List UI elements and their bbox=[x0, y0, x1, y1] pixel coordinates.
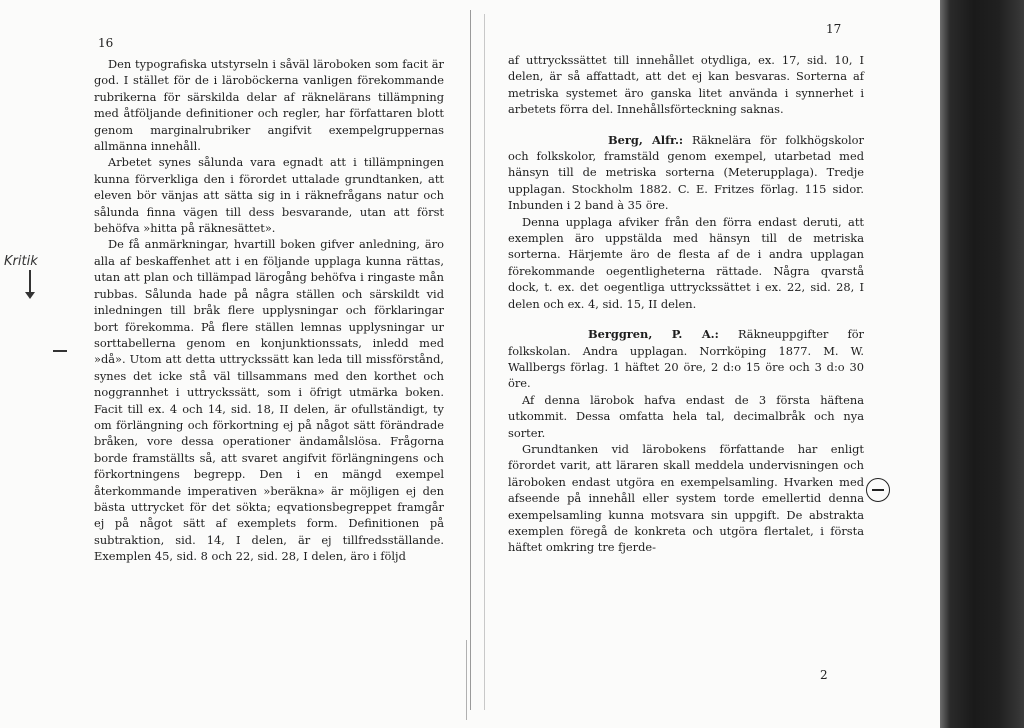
margin-dash-mark bbox=[53, 350, 67, 352]
entry-berg-title: Räknelära för folkhögskolor och folkskolor, framstäld genom exempel, utarbetad med hänsyn till de metriska sorterna (Meterupplaga). Tredje upplagan. Stockholm 1882. C. E. Fritzes förlag. 115 sidor. Inbunden i 2 band à 35 öre. bbox=[508, 132, 864, 213]
entry-berg bbox=[508, 132, 864, 312]
left-paragraph-3: De få anmärkningar, hvartill boken gifver anledning, äro alla af beskaffenhet att i en följande upplaga kunna rättas, utan att plan och tillämpad lärogång behöfva i ringaste mån rubbas. Sålunda hade på några ställen och särskildt vid inledningen till bråk flere upplysningar och förklaringar bort förekomma. På flere ställen lemnas upplysningar ur sorttabellerna genom en konjunktionssats, inledd med »då». Utom att detta uttryckssätt kan leda till missförstånd, synes det icke stå väl tillsammans med den korthet och noggrannhet i uttryckssätt, som i öfrigt utmärka boken. Facit till ex. 4 och 14, sid. 18, II delen, är ofullständigt, ty om förlängning och förkortning ej på något sätt förändrade bråken, vore dessa operationer ändamålslösa. Frågorna borde framställts så, att svaret angifvit förlängningens och förkortningens begrepp. Den i en mängd exempel återkommande imperativen »beräkna» är möjligen ej den bästa uttrycket för det sökta; eqvationsbegreppet framgår ej på något sätt af exemplets form. Definitionen på subtraktion, sid. 14, I delen, är ej tillfredsställande. Exemplen 45, sid. 8 och 22, sid. 28, I delen, äro i följd bbox=[94, 237, 444, 564]
entry-berggren-review-2: Grundtanken vid lärobokens författande har enligt förordet varit, att läraren skall meddela undervisningen och läroboken endast utgöra en exempelsamling. Hvarken med afseende på innehåll eller system torde emellertid denna exempelsamling kunna motsvara sin uppgift. De abstrakta exemplen föregå de konkreta och utgöra flertalet, i första häftet omkring tre fjerde- bbox=[508, 441, 864, 555]
entry-berggren-author: Berggren, P. A.: bbox=[588, 327, 719, 342]
margin-note-kritik: Kritik bbox=[4, 254, 38, 269]
circled-minus-mark bbox=[866, 478, 890, 502]
right-text-column bbox=[508, 52, 864, 556]
right-opening-paragraph: af uttryckssättet till innehållet otydliga, ex. 17, sid. 10, I delen, är så affattadt, att det ej kan besvaras. Sorterna af metriska systemet äro ganska litet använda i synnerhet i arbetets förra del. Innehållsförteckning saknas. bbox=[508, 53, 864, 117]
right-page-number: 17 bbox=[826, 22, 842, 36]
entry-berggren bbox=[508, 326, 864, 556]
signature-mark: 2 bbox=[820, 668, 828, 682]
left-paragraph-2: Arbetet synes sålunda vara egnadt att i tillämpningen kunna förverkliga den i förordet uttalade grundtanken, att eleven bör vänjas att sätta sig in i räknefrågans natur och sålunda finna vägen till dess besvarande, utan att först behöfva »hitta på räknesättet». bbox=[94, 155, 444, 236]
left-paragraph-1: Den typografiska utstyrseln i såväl läroboken som facit är god. I stället för de i läroböckerna vanligen förekommande rubrikerna för särskilda delar af räknelärans tillämpning med åtföljande definitioner och regler, har författaren blott genom marginalrubriker angifvit exempelgruppernas allmänna innehåll. bbox=[94, 57, 444, 154]
scanner-dark-edge bbox=[940, 0, 1024, 728]
gutter-line-inner bbox=[484, 14, 485, 710]
entry-berggren-title: Räkneuppgifter för folkskolan. Andra upplagan. Norrköping 1877. M. W. Wallbergs förlag. 1 häftet 20 öre, 2 d:o 15 öre och 3 d:o 30 öre. bbox=[508, 327, 864, 391]
down-arrow-icon bbox=[29, 270, 31, 296]
entry-berggren-review: Af denna lärobok hafva endast de 3 första häftena utkommit. Dessa omfatta hela tal, decimalbråk och nya sorter. bbox=[508, 392, 864, 440]
left-page-number: 16 bbox=[98, 36, 114, 50]
binding-crease bbox=[466, 640, 487, 720]
entry-berg-author: Berg, Alfr.: bbox=[608, 132, 684, 147]
entry-berg-review: Denna upplaga afviker från den förra endast deruti, att exemplen äro uppstälda med hänsyn till de metriska sorterna. Härjemte äro de flesta af de i andra upplagan förekommande oegentligheterna rättade. Några qvarstå dock, t. ex. det oegentliga uttryckssättet i ex. 22, sid. 28, I delen och ex. 4, sid. 15, II delen. bbox=[508, 214, 864, 311]
gutter-line bbox=[470, 10, 471, 710]
left-text-column bbox=[94, 56, 444, 565]
